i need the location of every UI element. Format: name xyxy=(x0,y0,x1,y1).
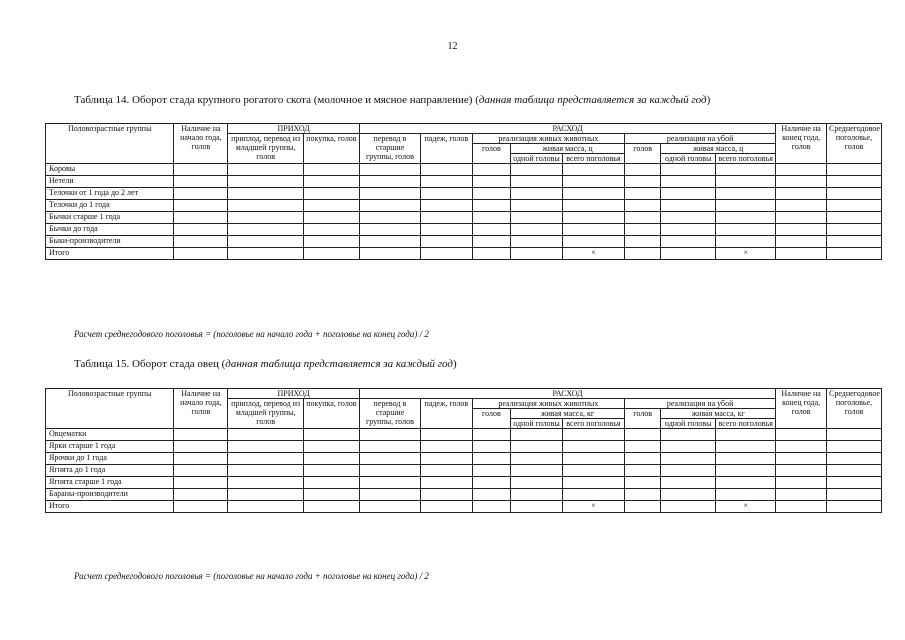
page-number: 12 xyxy=(447,41,458,52)
table-cell xyxy=(303,465,359,477)
table-cell xyxy=(303,441,359,453)
table-cell xyxy=(625,164,661,176)
row-label: Телочки от 1 года до 2 лет xyxy=(46,188,174,200)
table-cell xyxy=(511,176,563,188)
table-cell xyxy=(776,248,827,260)
table-cell xyxy=(716,429,776,441)
not-applicable-mark: × xyxy=(562,248,624,260)
table-cell xyxy=(716,188,776,200)
header-start-count: Наличие на начало года, голов xyxy=(174,124,228,164)
table-cell xyxy=(511,236,563,248)
header-live-heads: голов xyxy=(472,409,510,429)
table-cell xyxy=(174,501,228,513)
table-cell xyxy=(228,441,304,453)
header-expense: РАСХОД xyxy=(359,389,775,399)
table-cell xyxy=(625,501,661,513)
header-start-count: Наличие на начало года, голов xyxy=(174,389,228,429)
table-cell xyxy=(228,477,304,489)
table-cell xyxy=(359,176,420,188)
header-live-one-head: одной головы xyxy=(511,419,563,429)
table-cell xyxy=(359,501,420,513)
table-cell xyxy=(472,236,510,248)
table15-caption-note: данная таблица представляется за каждый год xyxy=(225,358,453,370)
row-label: Нетели xyxy=(46,176,174,188)
table-cell xyxy=(661,477,716,489)
table-cell xyxy=(661,176,716,188)
header-end-count: Наличие на конец года, голов xyxy=(776,389,827,429)
table-cell xyxy=(303,200,359,212)
row-label: Ягнята старше 1 года xyxy=(46,477,174,489)
header-live-weight: живая масса, кг xyxy=(511,409,625,419)
table-cell xyxy=(776,429,827,441)
table-cell xyxy=(661,489,716,501)
table-cell xyxy=(776,453,827,465)
table-cell xyxy=(625,429,661,441)
header-offspring: приплод, перевод из младшей группы, голов xyxy=(228,134,304,164)
table-row xyxy=(46,188,882,200)
table-cell xyxy=(228,212,304,224)
table-cell xyxy=(303,453,359,465)
table-cell xyxy=(562,465,624,477)
table-cell xyxy=(303,501,359,513)
table-cell xyxy=(562,224,624,236)
table-cell xyxy=(174,188,228,200)
table-cell xyxy=(826,465,881,477)
table-row xyxy=(46,501,882,513)
table-cell xyxy=(776,501,827,513)
table-cell xyxy=(562,441,624,453)
table-cell xyxy=(661,441,716,453)
table-cell xyxy=(625,236,661,248)
table-cell xyxy=(562,489,624,501)
table-cell xyxy=(826,212,881,224)
table-cell xyxy=(472,164,510,176)
table-row xyxy=(46,164,882,176)
table-cell xyxy=(661,188,716,200)
table-cell xyxy=(661,200,716,212)
table-cell xyxy=(826,429,881,441)
table-cell xyxy=(625,224,661,236)
table-cell xyxy=(174,453,228,465)
table-cell xyxy=(716,489,776,501)
table15-caption-end: ) xyxy=(452,358,457,370)
table-cell xyxy=(776,465,827,477)
header-transfer: перевод в старшие группы, голов xyxy=(359,399,420,429)
table-cell xyxy=(716,477,776,489)
table-cell xyxy=(420,465,472,477)
table-cell xyxy=(228,501,304,513)
table-cell xyxy=(359,164,420,176)
table-cell xyxy=(716,453,776,465)
table-cell xyxy=(303,429,359,441)
table-cell xyxy=(511,200,563,212)
table-cell xyxy=(776,236,827,248)
table-cell xyxy=(303,212,359,224)
table-cell xyxy=(562,188,624,200)
table-cell xyxy=(661,429,716,441)
table-cell xyxy=(174,200,228,212)
table-cell xyxy=(625,176,661,188)
header-live-total: всего поголовья xyxy=(562,154,624,164)
table15-caption-main: Таблица 15. Оборот стада овец ( xyxy=(74,358,226,370)
table-cell xyxy=(625,465,661,477)
not-applicable-mark: × xyxy=(716,501,776,513)
table-cell xyxy=(420,477,472,489)
table14 xyxy=(45,123,882,260)
table-row xyxy=(46,429,882,441)
table-cell xyxy=(826,441,881,453)
table-cell xyxy=(716,224,776,236)
table-cell xyxy=(174,477,228,489)
table-cell xyxy=(826,236,881,248)
header-live-weight: живая масса, ц xyxy=(511,144,625,154)
table-cell xyxy=(826,453,881,465)
table-cell xyxy=(826,501,881,513)
header-end-count: Наличие на конец года, голов xyxy=(776,124,827,164)
table-cell xyxy=(826,164,881,176)
table-cell xyxy=(228,236,304,248)
table-cell xyxy=(661,453,716,465)
not-applicable-mark: × xyxy=(716,248,776,260)
table-cell xyxy=(420,224,472,236)
table-cell xyxy=(174,248,228,260)
table-cell xyxy=(625,441,661,453)
table-cell xyxy=(420,501,472,513)
table-cell xyxy=(562,164,624,176)
header-sale-live: реализация живых животных xyxy=(472,399,624,409)
header-average: Среднегодовое поголовье, голов xyxy=(826,389,881,429)
header-purchase: покупка, голов xyxy=(303,399,359,429)
header-slaughter-total: всего поголовья xyxy=(716,419,776,429)
table-cell xyxy=(716,164,776,176)
table-cell xyxy=(359,212,420,224)
table-cell xyxy=(776,200,827,212)
row-label: Бараны-производители xyxy=(46,489,174,501)
table-cell xyxy=(625,212,661,224)
table-cell xyxy=(511,453,563,465)
table-row xyxy=(46,477,882,489)
table-row xyxy=(46,489,882,501)
table-cell xyxy=(303,248,359,260)
table-cell xyxy=(716,200,776,212)
table-cell xyxy=(472,176,510,188)
table-cell xyxy=(511,465,563,477)
table-cell xyxy=(472,489,510,501)
table-cell xyxy=(228,200,304,212)
table-cell xyxy=(472,248,510,260)
table-cell xyxy=(359,236,420,248)
header-live-heads: голов xyxy=(472,144,510,164)
table-cell xyxy=(511,248,563,260)
table-cell xyxy=(359,188,420,200)
table-cell xyxy=(776,224,827,236)
table-cell xyxy=(420,200,472,212)
table-cell xyxy=(174,441,228,453)
table15-note: Расчет среднегодового поголовья = (поголовье на начало года + поголовье на конец года) / 2 xyxy=(74,571,429,581)
table-cell xyxy=(716,176,776,188)
row-label: Ярочки до 1 года xyxy=(46,453,174,465)
table-cell xyxy=(562,200,624,212)
table-cell xyxy=(562,212,624,224)
table-cell xyxy=(228,465,304,477)
table-cell xyxy=(472,477,510,489)
table-cell xyxy=(472,224,510,236)
row-label: Итого xyxy=(46,248,174,260)
table-cell xyxy=(625,200,661,212)
table-cell xyxy=(420,212,472,224)
table-cell xyxy=(661,224,716,236)
table-cell xyxy=(174,465,228,477)
table-cell xyxy=(716,465,776,477)
header-death: падеж, голов xyxy=(420,134,472,164)
table-row xyxy=(46,224,882,236)
table15 xyxy=(45,388,882,513)
table-row xyxy=(46,200,882,212)
row-label: Итого xyxy=(46,501,174,513)
table14-caption-main: Таблица 14. Оборот стада крупного рогатого скота (молочное и мясное направление) ( xyxy=(74,94,479,106)
row-label: Бычки до года xyxy=(46,224,174,236)
table-cell xyxy=(776,489,827,501)
row-label: Ягнята до 1 года xyxy=(46,465,174,477)
header-offspring: приплод, перевод из младшей группы, голов xyxy=(228,399,304,429)
table-cell xyxy=(661,501,716,513)
header-slaughter-heads: голов xyxy=(625,144,661,164)
table-cell xyxy=(174,429,228,441)
table-cell xyxy=(228,224,304,236)
table-cell xyxy=(661,236,716,248)
table-cell xyxy=(228,248,304,260)
table-cell xyxy=(359,429,420,441)
table-cell xyxy=(776,164,827,176)
table-cell xyxy=(826,188,881,200)
table-cell xyxy=(303,236,359,248)
table-cell xyxy=(303,477,359,489)
table-cell xyxy=(174,489,228,501)
table-cell xyxy=(228,429,304,441)
table-cell xyxy=(228,176,304,188)
table-cell xyxy=(174,212,228,224)
table-cell xyxy=(420,248,472,260)
table-cell xyxy=(228,453,304,465)
table-cell xyxy=(472,453,510,465)
table14-caption-end: ) xyxy=(706,94,711,106)
table-cell xyxy=(826,176,881,188)
header-death: падеж, голов xyxy=(420,399,472,429)
table-cell xyxy=(661,248,716,260)
header-slaughter-weight: живая масса, ц xyxy=(661,144,776,154)
table-cell xyxy=(511,441,563,453)
table-cell xyxy=(776,188,827,200)
header-slaughter-heads: голов xyxy=(625,409,661,429)
header-groups: Половозрастные группы xyxy=(46,389,174,429)
not-applicable-mark: × xyxy=(562,501,624,513)
table-cell xyxy=(420,236,472,248)
table-row xyxy=(46,453,882,465)
header-sale-live: реализация живых животных xyxy=(472,134,624,144)
table-cell xyxy=(472,465,510,477)
header-income: ПРИХОД xyxy=(228,389,360,399)
table-cell xyxy=(174,236,228,248)
table-cell xyxy=(420,188,472,200)
header-slaughter-weight: живая масса, кг xyxy=(661,409,776,419)
table-cell xyxy=(472,441,510,453)
table-cell xyxy=(228,164,304,176)
table-cell xyxy=(228,489,304,501)
table-cell xyxy=(472,212,510,224)
table-cell xyxy=(826,477,881,489)
table-cell xyxy=(661,164,716,176)
row-label: Овцематки xyxy=(46,429,174,441)
table-row xyxy=(46,441,882,453)
table-cell xyxy=(472,188,510,200)
table-cell xyxy=(303,224,359,236)
table-cell xyxy=(420,176,472,188)
table-cell xyxy=(826,489,881,501)
table-cell xyxy=(303,164,359,176)
table-cell xyxy=(359,465,420,477)
header-slaughter-one-head: одной головы xyxy=(661,154,716,164)
table15-caption xyxy=(74,358,457,370)
table-cell xyxy=(716,212,776,224)
table-cell xyxy=(511,212,563,224)
header-slaughter-total: всего поголовья xyxy=(716,154,776,164)
table-cell xyxy=(562,429,624,441)
table-cell xyxy=(826,200,881,212)
header-live-total: всего поголовья xyxy=(562,419,624,429)
table-row xyxy=(46,465,882,477)
table-cell xyxy=(420,489,472,501)
table-cell xyxy=(511,224,563,236)
table-cell xyxy=(359,248,420,260)
table-cell xyxy=(776,477,827,489)
table-cell xyxy=(359,477,420,489)
row-label: Бычки старше 1 года xyxy=(46,212,174,224)
table-cell xyxy=(562,453,624,465)
row-label: Телочки до 1 года xyxy=(46,200,174,212)
row-label: Быки-производители xyxy=(46,236,174,248)
table-cell xyxy=(511,489,563,501)
table-cell xyxy=(174,164,228,176)
table-cell xyxy=(472,429,510,441)
table-cell xyxy=(716,441,776,453)
table-cell xyxy=(420,441,472,453)
table-cell xyxy=(625,188,661,200)
table-cell xyxy=(562,236,624,248)
table-cell xyxy=(625,477,661,489)
table-cell xyxy=(826,224,881,236)
table-cell xyxy=(776,212,827,224)
table-cell xyxy=(359,224,420,236)
table-cell xyxy=(359,453,420,465)
table-cell xyxy=(511,164,563,176)
header-transfer: перевод в старшие группы, голов xyxy=(359,134,420,164)
header-average: Среднегодовое поголовье, голов xyxy=(826,124,881,164)
table-cell xyxy=(625,248,661,260)
table-row xyxy=(46,176,882,188)
table-cell xyxy=(174,176,228,188)
table-cell xyxy=(562,477,624,489)
table-cell xyxy=(511,477,563,489)
table-cell xyxy=(511,501,563,513)
table-cell xyxy=(562,176,624,188)
table14-caption-note: данная таблица представляется за каждый год xyxy=(478,94,707,106)
header-groups: Половозрастные группы xyxy=(46,124,174,164)
table-cell xyxy=(174,224,228,236)
table-cell xyxy=(420,164,472,176)
table-cell xyxy=(303,188,359,200)
table-row xyxy=(46,236,882,248)
table-cell xyxy=(303,489,359,501)
table-cell xyxy=(472,200,510,212)
table-cell xyxy=(511,429,563,441)
table-cell xyxy=(359,441,420,453)
header-income: ПРИХОД xyxy=(228,124,360,134)
table-cell xyxy=(716,236,776,248)
table-cell xyxy=(826,248,881,260)
header-purchase: покупка, голов xyxy=(303,134,359,164)
table-cell xyxy=(625,489,661,501)
header-live-one-head: одной головы xyxy=(511,154,563,164)
header-slaughter-one-head: одной головы xyxy=(661,419,716,429)
table-cell xyxy=(776,441,827,453)
table-cell xyxy=(661,465,716,477)
table-cell xyxy=(420,429,472,441)
table-cell xyxy=(303,176,359,188)
table-cell xyxy=(359,200,420,212)
table14-note: Расчет среднегодового поголовья = (поголовье на начало года + поголовье на конец года) / 2 xyxy=(74,329,429,339)
header-expense: РАСХОД xyxy=(359,124,775,134)
table-row xyxy=(46,248,882,260)
table-cell xyxy=(472,501,510,513)
table-cell xyxy=(228,188,304,200)
table-cell xyxy=(776,176,827,188)
header-sale-slaughter: реализация на убой xyxy=(625,134,776,144)
table-cell xyxy=(511,188,563,200)
table-cell xyxy=(625,453,661,465)
table-cell xyxy=(359,489,420,501)
row-label: Ярки старше 1 года xyxy=(46,441,174,453)
table-row xyxy=(46,212,882,224)
table14-caption xyxy=(74,94,710,106)
table-cell xyxy=(661,212,716,224)
row-label: Коровы xyxy=(46,164,174,176)
table-cell xyxy=(420,453,472,465)
header-sale-slaughter: реализация на убой xyxy=(625,399,776,409)
